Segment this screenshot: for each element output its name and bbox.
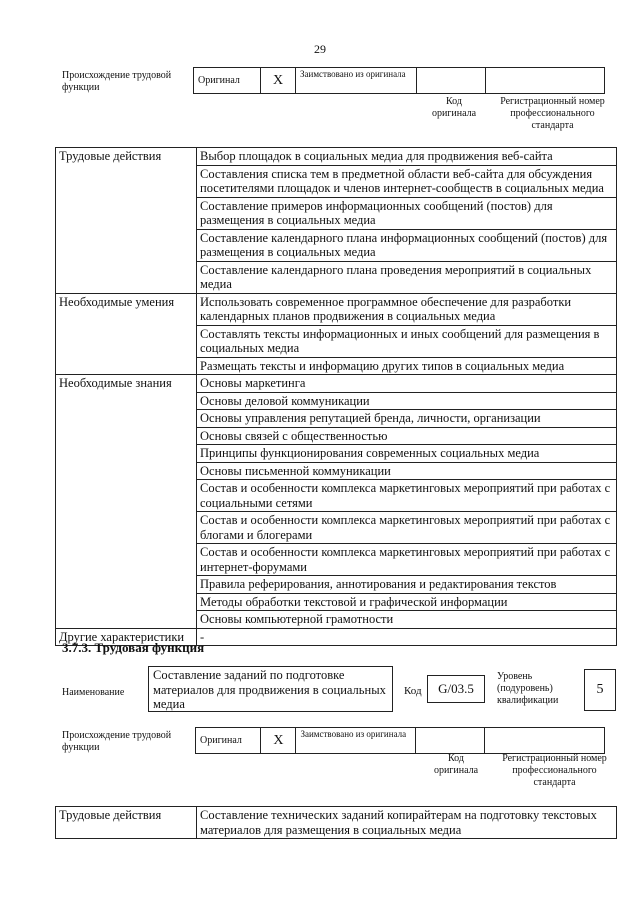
section-title: 3.7.3. Трудовая функция: [62, 640, 205, 655]
row-item: Составление календарного плана информационных сообщений (постов) для размещения в социальных медиа: [197, 229, 617, 261]
origin-label: Происхождение трудовой функции: [62, 70, 172, 93]
table-row: [56, 375, 617, 393]
row-item: Основы письменной коммуникации: [197, 462, 617, 480]
reg-number-caption-2: Регистрационный номер профессионального стандарта: [502, 753, 607, 788]
row-item: Состав и особенности комплекса маркетинговых мероприятий при работах с интернет-форумами: [197, 544, 617, 576]
origin-table: [193, 67, 605, 94]
row-item: Составлять тексты информационных и иных сообщений для размещения в социальных медиа: [197, 325, 617, 357]
original-mark: X: [261, 68, 296, 94]
code-original-caption: Код оригинала: [431, 96, 477, 119]
row-item: Составление примеров информационных сообщений (постов) для размещения в социальных медиа: [197, 197, 617, 229]
row-group-header: Необходимые умения: [56, 293, 197, 375]
row-item: Выбор площадок в социальных медиа для продвижения веб-сайта: [197, 148, 617, 166]
row-item: Составление технических заданий копирайтерам на подготовку текстовых материалов для размещения в социальных медиа: [197, 807, 617, 839]
row-item: Основы связей с общественностью: [197, 427, 617, 445]
row-item: Основы маркетинга: [197, 375, 617, 393]
origin-table-2: [195, 727, 605, 754]
row-item: Состав и особенности комплекса маркетинговых мероприятий при работах с социальными сетями: [197, 480, 617, 512]
reg-number-cell: [486, 68, 605, 94]
origin-label-2: Происхождение трудовой функции: [62, 730, 172, 753]
table-row: [56, 293, 617, 325]
row-group-header: Другие характеристики: [56, 628, 197, 646]
code-value: G/03.5: [427, 675, 485, 703]
page-number: 29: [314, 42, 326, 56]
code-original-caption-2: Код оригинала: [433, 753, 479, 776]
labor-function-table: [55, 147, 617, 646]
row-header: Трудовые действия: [56, 807, 197, 839]
original-cell-2: Оригинал: [196, 728, 261, 754]
reg-number-caption: Регистрационный номер профессионального стандарта: [500, 96, 605, 131]
row-item: Составление календарного плана проведения мероприятий в социальных медиа: [197, 261, 617, 293]
row-item: Основы управления репутацией бренда, личности, организации: [197, 410, 617, 428]
function-name: Составление заданий по подготовке материалов для продвижения в социальных медиа: [153, 668, 386, 711]
borrowed-cell-2: Заимствовано из оригинала: [296, 728, 416, 754]
code-label: Код: [404, 685, 422, 697]
row-item: Методы обработки текстовой и графической информации: [197, 593, 617, 611]
labor-actions-table-2: [55, 806, 617, 839]
function-name-box: [148, 666, 393, 712]
borrowed-cell: Заимствовано из оригинала: [296, 68, 417, 94]
row-item: -: [197, 628, 617, 646]
reg-number-cell-2: [485, 728, 605, 754]
level-label: Уровень (подуровень) квалификации: [497, 671, 559, 706]
name-label: Наименование: [62, 687, 125, 698]
original-cell: Оригинал: [194, 68, 261, 94]
row-item: Принципы функционирования современных социальных медиа: [197, 445, 617, 463]
row-item: Правила реферирования, аннотирования и редактирования текстов: [197, 576, 617, 594]
table-row: [56, 148, 617, 166]
row-item: Использовать современное программное обеспечение для разработки календарных планов продвижения в социальных медиа: [197, 293, 617, 325]
row-item: Составления списка тем в предметной области веб-сайта для обсуждения посетителями площадок и членов интернет-сообществ в социальных медиа: [197, 165, 617, 197]
table-row: [56, 807, 617, 839]
row-item: Основы компьютерной грамотности: [197, 611, 617, 629]
level-value: 5: [584, 669, 616, 711]
code-original-cell-2: [416, 728, 485, 754]
row-item: Размещать тексты и информацию других типов в социальных медиа: [197, 357, 617, 375]
code-original-cell: [417, 68, 486, 94]
row-item: Основы деловой коммуникации: [197, 392, 617, 410]
row-group-header: Необходимые знания: [56, 375, 197, 629]
original-mark-2: X: [261, 728, 296, 754]
row-group-header: Трудовые действия: [56, 148, 197, 294]
row-item: Состав и особенности комплекса маркетинговых мероприятий при работах с блогами и блогерами: [197, 512, 617, 544]
